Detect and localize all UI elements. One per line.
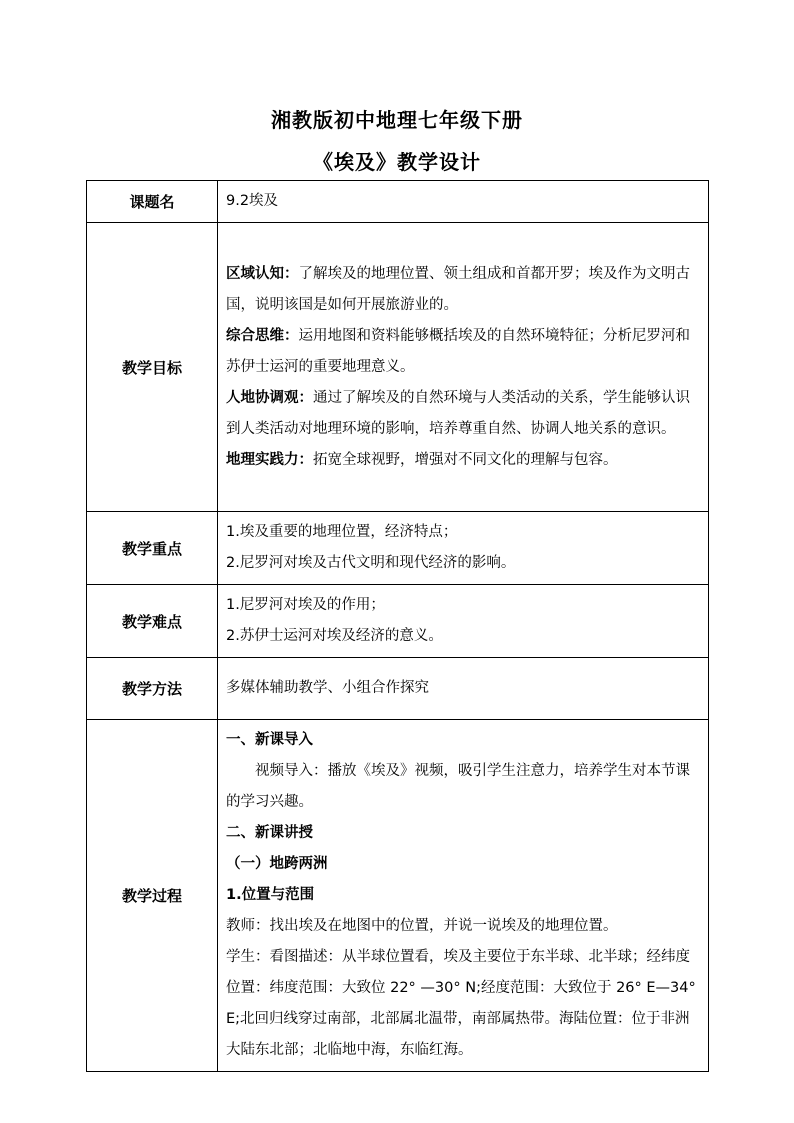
- section-text: 视频导入：播放《埃及》视频，吸引学生注意力，培养学生对本节课的学习兴趣。: [226, 763, 690, 810]
- subsection-title: （一）地跨两洲: [226, 856, 328, 872]
- section-title: 二、新课讲授: [226, 825, 313, 841]
- teacher-text: 教师：找出埃及在地图中的位置，并说一说埃及的地理位置。: [226, 918, 618, 934]
- row-objectives: [87, 223, 709, 512]
- point-title: 1.位置与范围: [226, 887, 315, 903]
- value-process: [218, 720, 709, 1072]
- label-objectives: 教学目标: [87, 223, 218, 512]
- objective-text: 运用地图和资料能够概括埃及的自然环境特征；分析尼罗河和苏伊士运河的重要地理意义。: [226, 327, 690, 375]
- objective-head: 综合思维：: [226, 327, 299, 344]
- document-title: 湘教版初中地理七年级下册: [271, 108, 523, 132]
- key-point-item: 1.埃及重要的地理位置，经济特点；: [226, 524, 458, 540]
- difficulty-item: 2.苏伊士运河对埃及经济的意义。: [226, 628, 443, 644]
- label-methods: 教学方法: [87, 658, 218, 720]
- row-topic: [87, 181, 709, 223]
- label-difficulties: 教学难点: [87, 585, 218, 658]
- objective-text: 了解埃及的地理位置、领土组成和首都开罗；埃及作为文明古国，说明该国是如何开展旅游业的。: [226, 265, 690, 313]
- objective-item: [226, 321, 700, 383]
- objective-text: 通过了解埃及的自然环境与人类活动的关系，学生能够认识到人类活动对地理环境的影响，培养尊重自然、协调人地关系的意识。: [226, 389, 690, 437]
- objective-head: 人地协调观：: [226, 389, 313, 406]
- key-point-item: 2.尼罗河对埃及古代文明和现代经济的影响。: [226, 555, 516, 571]
- label-process: 教学过程: [87, 720, 218, 1072]
- value-topic: 9.2埃及: [218, 181, 709, 223]
- value-key-points: [218, 512, 709, 585]
- objective-head: 区域认知：: [226, 265, 299, 282]
- value-objectives: [218, 223, 709, 512]
- objective-text: 拓宽全球视野，增强对不同文化的理解与包容。: [313, 451, 618, 468]
- objective-item: [226, 383, 700, 445]
- value-difficulties: [218, 585, 709, 658]
- row-difficulties: [87, 585, 709, 658]
- value-methods: 多媒体辅助教学、小组合作探究: [218, 658, 709, 720]
- label-key-points: 教学重点: [87, 512, 218, 585]
- row-key-points: [87, 512, 709, 585]
- student-text: 学生：看图描述：从半球位置看，埃及主要位于东半球、北半球；经纬度位置：纬度范围：大致位 22° —30° N;经度范围：大致位于 26° E—34° E;北回归线穿过南部，北部属北温带，南部属热带。海陆位置：位于非洲大陆东北部；北临地中海，东临红海。: [226, 949, 696, 1058]
- objective-item: [226, 259, 700, 321]
- label-topic: 课题名: [87, 181, 218, 223]
- document-subtitle: 《埃及》教学设计: [313, 150, 481, 174]
- row-process: [87, 720, 709, 1072]
- lesson-plan-table: [86, 180, 709, 1072]
- objective-head: 地理实践力：: [226, 451, 313, 468]
- difficulty-item: 1.尼罗河对埃及的作用；: [226, 597, 385, 613]
- row-methods: [87, 658, 709, 720]
- section-title: 一、新课导入: [226, 732, 313, 748]
- objective-item: [226, 445, 700, 476]
